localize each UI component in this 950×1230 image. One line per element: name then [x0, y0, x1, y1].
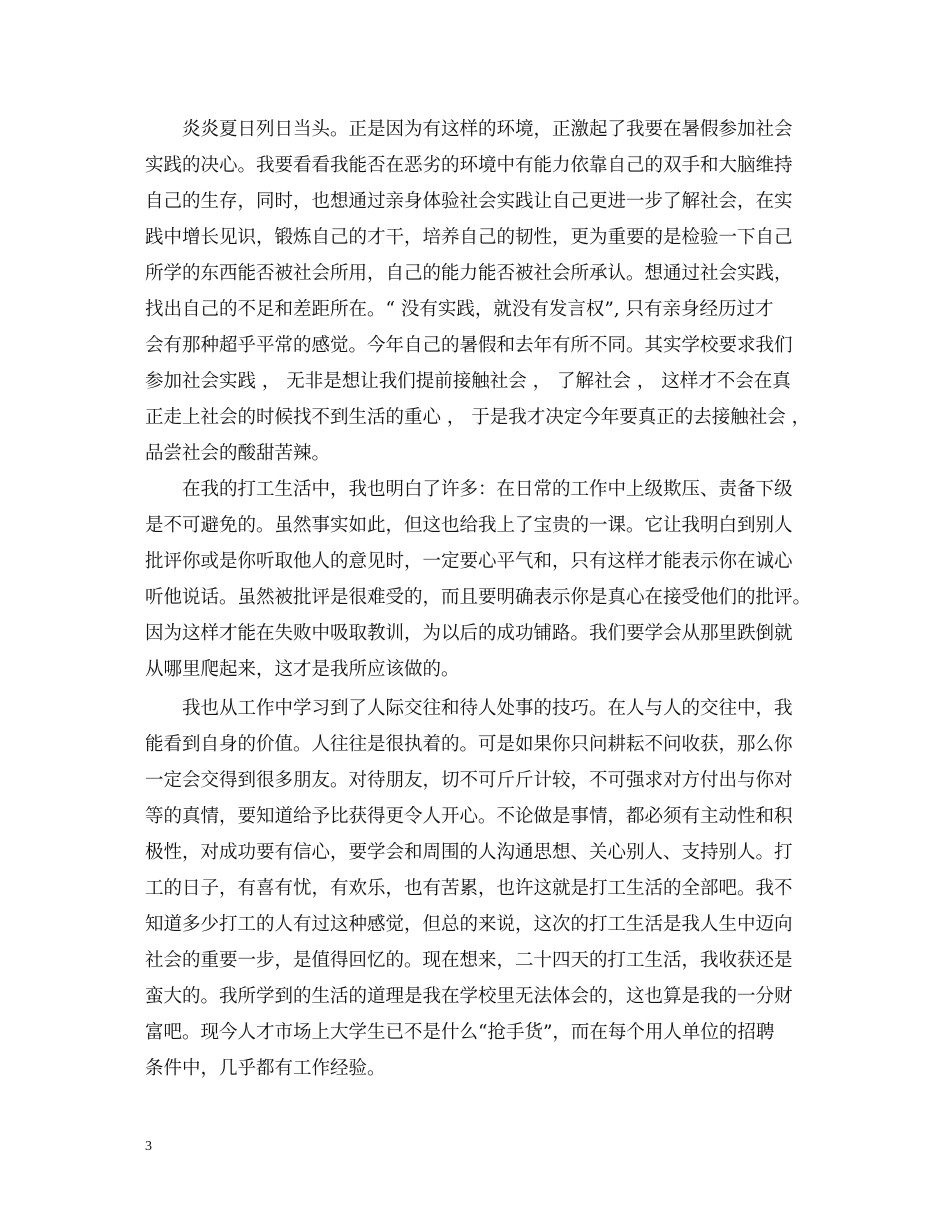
text-line: 工的日子，有喜有忧，有欢乐，也有苦累，也许这就是打工生活的全部吧。我不: [145, 878, 793, 899]
text-line: 富吧。现今人才市场上大学生已不是什么“抢手货”，而在每个用人单位的招聘: [145, 1022, 775, 1043]
text-line: 正走上社会的时候找不到生活的重心 ， 于是我才决定今年要真正的去接触社会 ，: [145, 407, 811, 428]
text-line: 一定会交得到很多朋友。对待朋友，切不可斤斤计较，不可强求对方付出与你对: [145, 770, 793, 791]
text-line: 实践的决心。我要看看我能否在恶劣的环境中有能力依靠自己的双手和大脑维持: [145, 155, 793, 176]
text-line: 我也从工作中学习到了人际交往和待人处事的技巧。在人与人的交往中，我: [145, 698, 793, 719]
text-line: 所学的东西能否被社会所用，自己的能力能否被社会所承认。想通过社会实践，: [145, 263, 793, 284]
text-line: 是不可避免的。虽然事实如此，但这也给我上了宝贵的一课。它让我明白到别人: [145, 515, 793, 536]
text-line: 蛮大的。我所学到的生活的道理是我在学校里无法体会的，这也算是我的一分财: [145, 986, 793, 1007]
text-line: 品尝社会的酸甜苦辣。: [145, 443, 331, 464]
text-line: 参加社会实践 ， 无非是想让我们提前接触社会 ， 了解社会 ， 这样才不会在真: [145, 371, 791, 392]
text-line: 会有那种超乎平常的感觉。今年自己的暑假和去年有所不同。其实学校要求我们: [145, 335, 793, 356]
text-line: 社会的重要一步，是值得回忆的。现在想来，二十四天的打工生活，我收获还是: [145, 950, 793, 971]
text-line: 等的真情，要知道给予比获得更令人开心。不论做是事情，都必须有主动性和积: [145, 806, 793, 827]
text-line: 批评你或是你听取他人的意见时，一定要心平气和，只有这样才能表示你在诚心: [145, 551, 793, 572]
text-line: 从哪里爬起来，这才是我所应该做的。: [145, 659, 460, 680]
text-line: 炎炎夏日列日当头。正是因为有这样的环境，正激起了我要在暑假参加社会: [145, 119, 793, 140]
page-number: 3: [145, 1139, 152, 1154]
text-line: 找出自己的不足和差距所在。“ 没有实践，就没有发言权”, 只有亲身经历过才: [145, 299, 774, 320]
text-line: 践中增长见识，锻炼自己的才干，培养自己的韧性，更为重要的是检验一下自己: [145, 227, 793, 248]
text-line: 自己的生存，同时，也想通过亲身体验社会实践让自己更进一步了解社会，在实: [145, 191, 793, 212]
text-line: 条件中，几乎都有工作经验。: [145, 1058, 386, 1079]
text-line: 能看到自身的价值。人往往是很执着的。可是如果你只问耕耘不问收获，那么你: [145, 734, 793, 755]
text-line: 知道多少打工的人有过这种感觉，但总的来说，这次的打工生活是我人生中迈向: [145, 914, 793, 935]
text-line: 听他说话。虽然被批评是很难受的，而且要明确表示你是真心在接受他们的批评。: [145, 587, 812, 608]
text-line: 因为这样才能在失败中吸取教训，为以后的成功铺路。我们要学会从那里跌倒就: [145, 623, 793, 644]
text-line: 极性，对成功要有信心，要学会和周围的人沟通思想、关心别人、支持别人。打: [145, 842, 793, 863]
text-line: 在我的打工生活中，我也明白了许多：在日常的工作中上级欺压、责备下级: [145, 479, 793, 500]
